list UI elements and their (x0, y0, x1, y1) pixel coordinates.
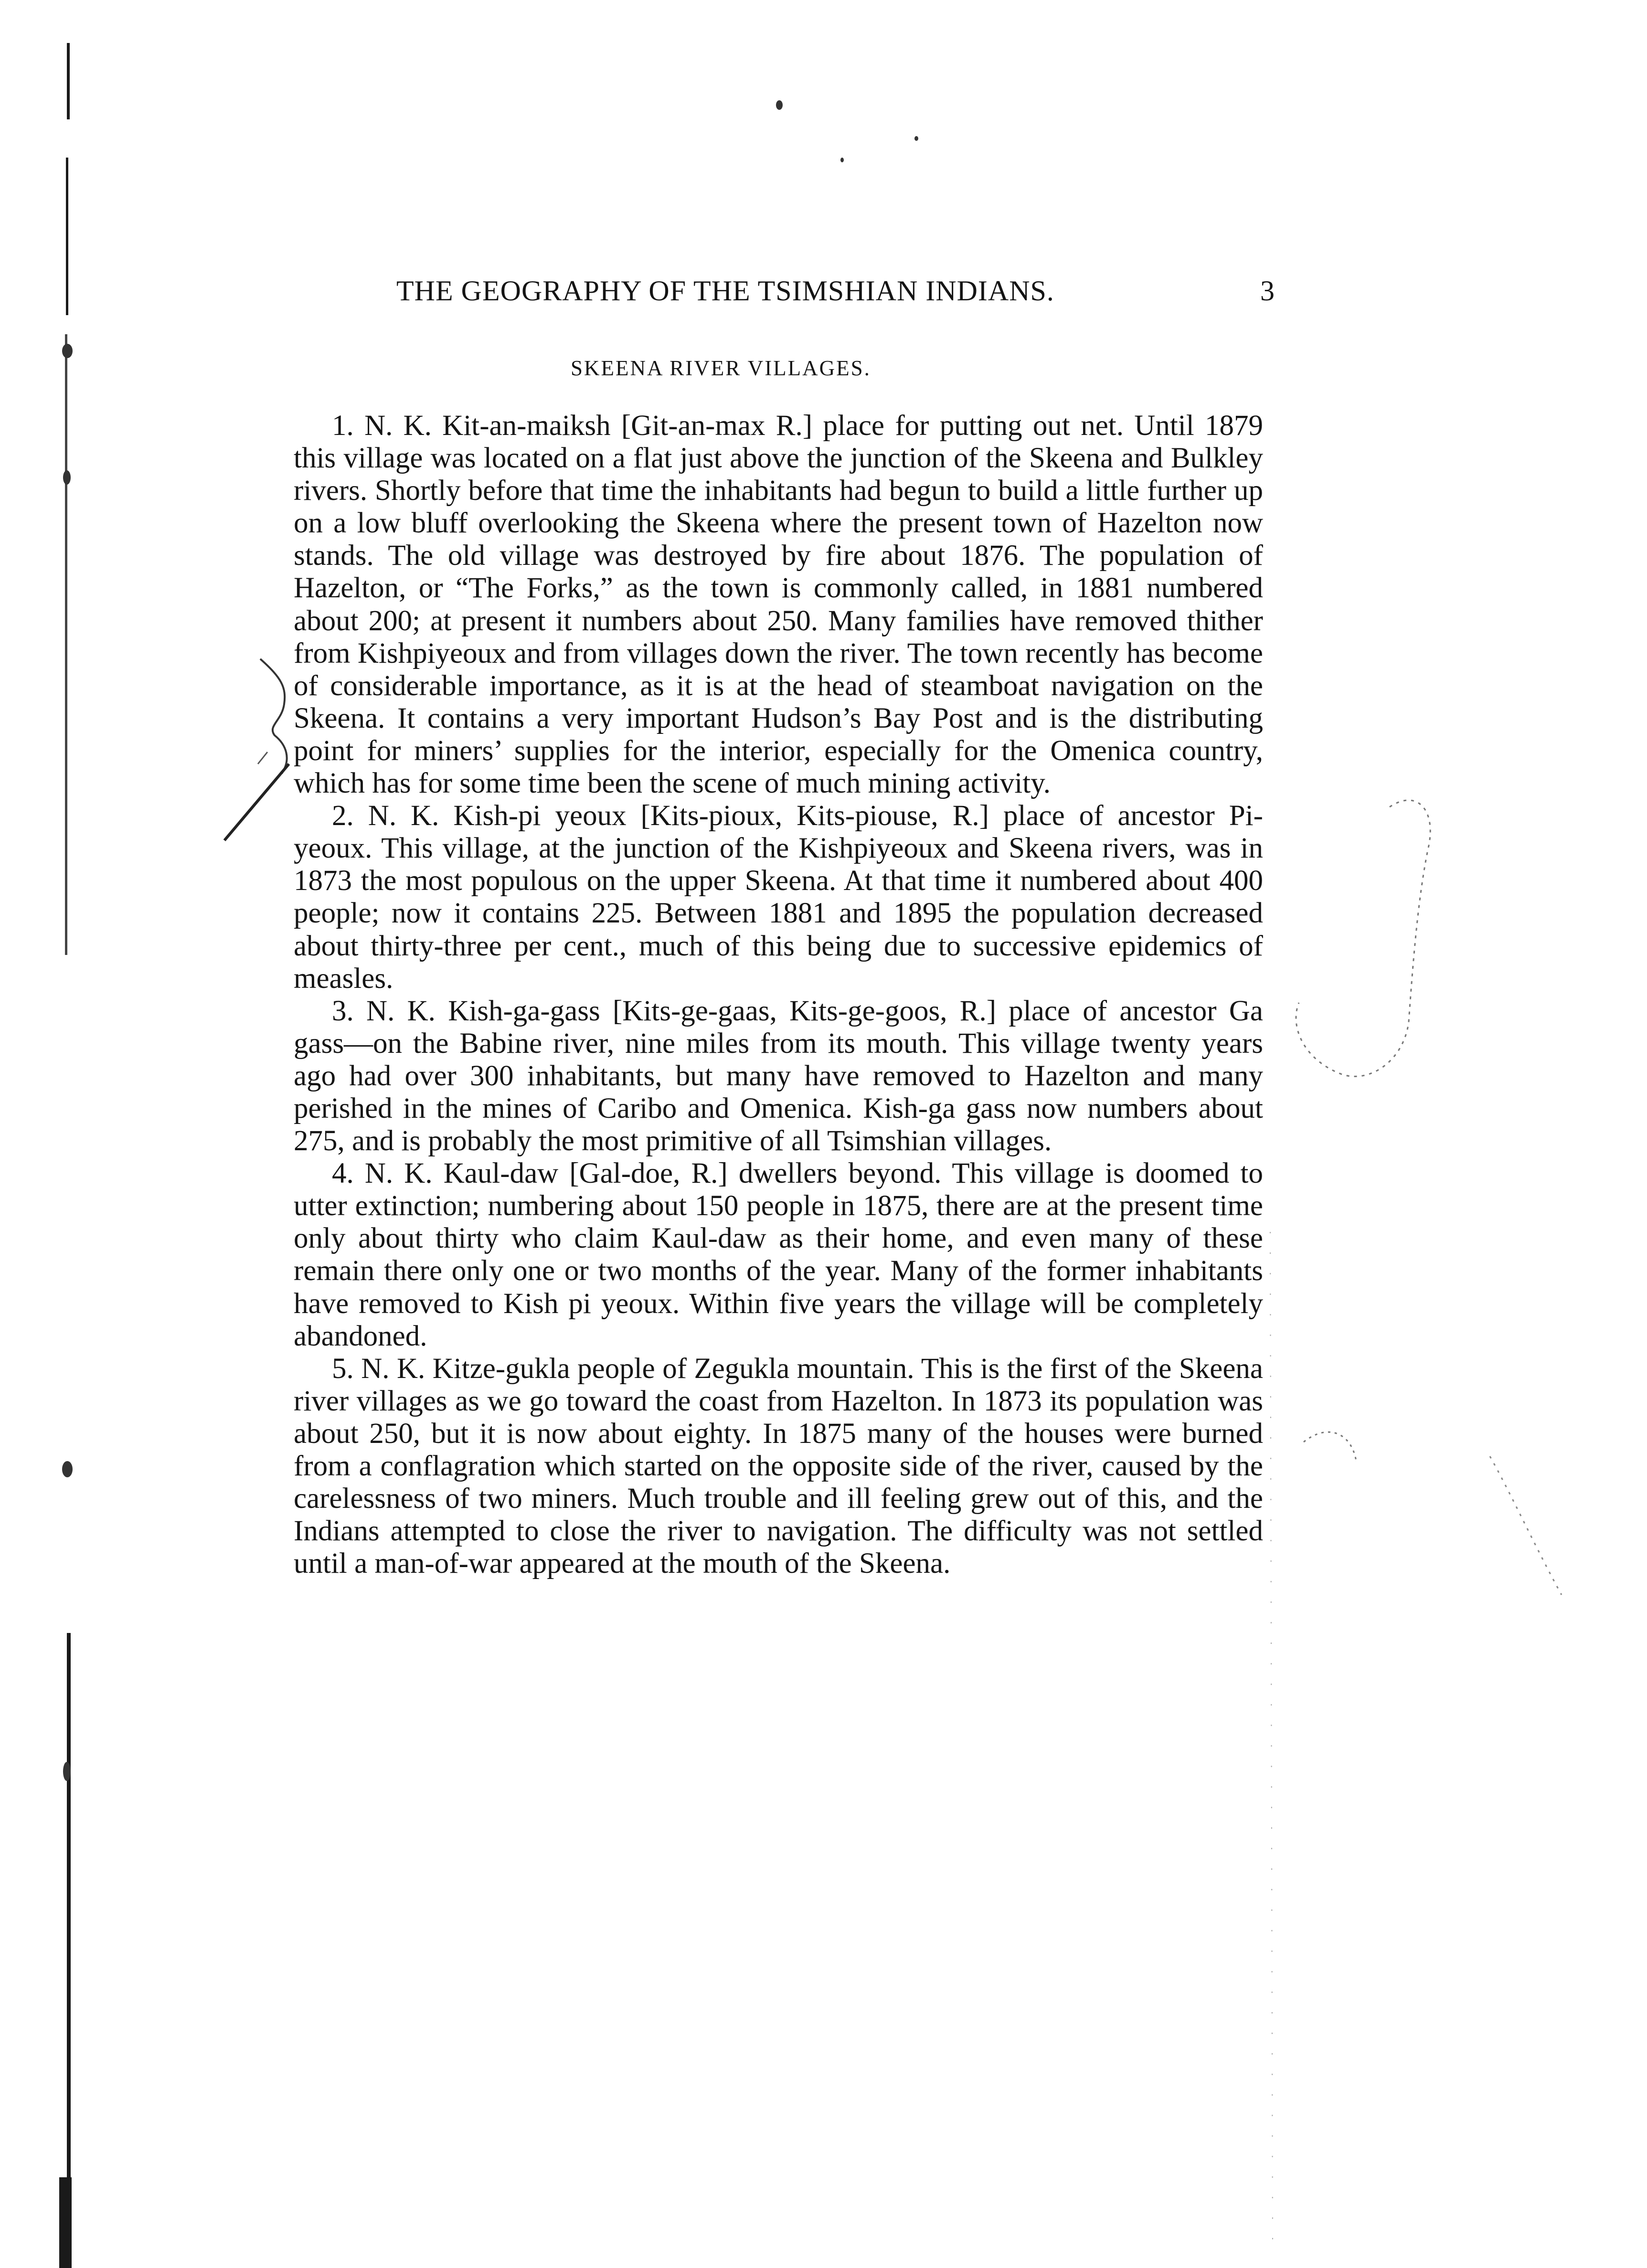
village-entry-2: 2. N. K. Kish-pi yeoux [Kits-pioux, Kits-piouse, R.] place of ancestor Pi-yeoux. This village, at the junction of the Kishpiyeoux and Skeena rivers, was in 1873 the most populous on the upper Skeena. At that time it numbered about 400 people; now it contains 225. Between 1881 and 1895 the population decreased about thirty-three per cent., much of this being due to successive epidemics of measles. (294, 800, 1263, 995)
section-title: SKEENA RIVER VILLAGES. (571, 356, 871, 380)
running-title: THE GEOGRAPHY OF THE TSIMSHIAN INDIANS. (396, 275, 1054, 307)
diagonal-stroke-mark (224, 764, 289, 840)
village-entry-3: 3. N. K. Kish-ga-gass [Kits-ge-gaas, Kits-ge-goos, R.] place of ancestor Ga gass—on the Babine river, nine miles from its mouth. This village twenty years ago had over 300 inhabitants, but many have removed to Hazelton and many perished in the mines of Caribo and Omenica. Kish-ga gass now numbers about 275, and is probably the most primitive of all Tsimshian villages. (294, 995, 1263, 1157)
village-entry-1: 1. N. K. Kit-an-maiksh [Git-an-max R.] place for putting out net. Until 1879 this village was located on a flat just above the junction of the Skeena and Bulkley rivers. Shortly before that time the inhabitants had begun to build a little further up on a low bluff overlooking the Skeena where the present town of Hazelton now stands. The old village was destroyed by fire about 1876. The population of Hazelton, or “The Forks,” as the town is commonly called, in 1881 numbered about 200; at present it numbers about 250. Many families have removed thither from Kishpiyeoux and from villages down the river. The town recently has become of considerable importance, as it is at the head of steamboat navigation on the Skeena. It contains a very important Hudson’s Bay Post and is the distributing point for miners’ supplies for the interior, especially for the Omenica country, which has for some time been the scene of much mining activity. (294, 410, 1263, 800)
village-entry-5: 5. N. K. Kitze-gukla people of Zegukla mountain. This is the first of the Skeena river villages as we go toward the coast from Hazelton. In 1873 its population was about 250, but it is now about eighty. In 1875 many of the houses were burned from a conflagration which started on the opposite side of the river, caused by the carelessness of two miners. Much trouble and ill feeling grew out of this, and the Indians attempted to close the river to navigation. The difficulty was not settled until a man-of-war appeared at the mouth of the Skeena. (294, 1352, 1263, 1580)
dotted-loop-mark (1296, 800, 1430, 1076)
dotted-curve-mark (1304, 1432, 1356, 1461)
dotted-curve-mark (1490, 1456, 1562, 1595)
village-entry-4: 4. N. K. Kaul-daw [Gal-doe, R.] dwellers beyond. This village is doomed to utter extinction; numbering about 150 people in 1875, there are at the present time only about thirty who claim Kaul-daw as their home, and even many of these remain there only one or two months of the year. Many of the former inhabitants have removed to Kish pi yeoux. Within five years the village will be completely abandoned. (294, 1157, 1263, 1352)
tick-mark (258, 752, 267, 764)
edge-dots-mark (1270, 1232, 1273, 2244)
page-number: 3 (1260, 275, 1275, 307)
